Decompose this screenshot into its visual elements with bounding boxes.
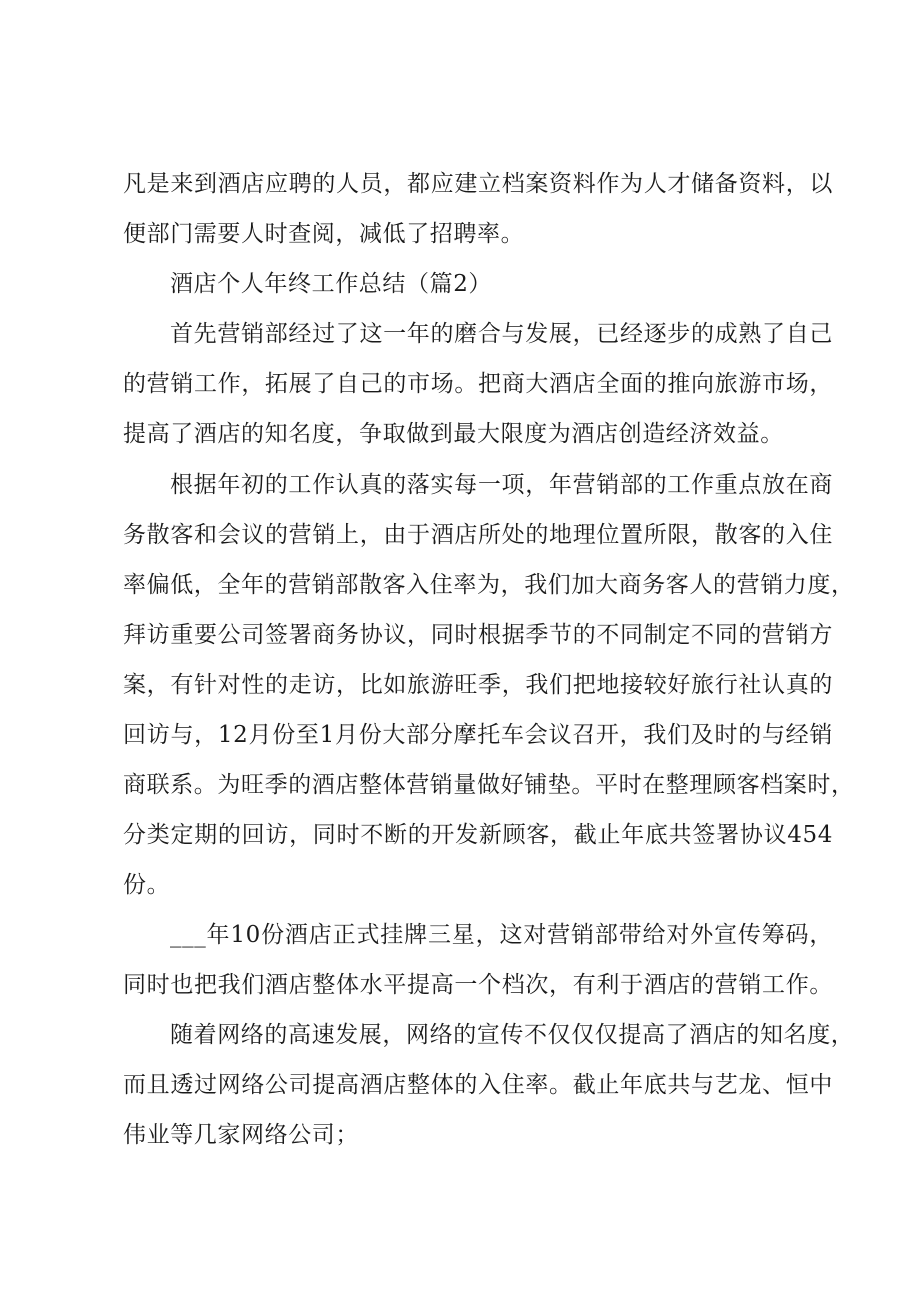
paragraph-3-line-3: 率偏低，全年的营销部散客入住率为，我们加大商务客人的营销力度， — [123, 572, 855, 598]
paragraph-5-line-1: 随着网络的高速发展，网络的宣传不仅仅仅提高了酒店的知名度， — [170, 1022, 855, 1048]
paragraph-4-line-2: 同时也把我们酒店整体水平提高一个档次，有利于酒店的营销工作。 — [123, 972, 833, 998]
paragraph-3-line-5: 案，有针对性的走访，比如旅游旺季，我们把地接较好旅行社认真的 — [123, 672, 833, 698]
paragraph-3-line-9: 份。 — [123, 872, 171, 898]
paragraph-2-line-3: 提高了酒店的知名度，争取做到最大限度为酒店创造经济效益。 — [123, 421, 784, 447]
paragraph-2-line-1: 首先营销部经过了这一年的磨合与发展，已经逐步的成熟了自己 — [170, 321, 833, 347]
paragraph-3-line-1: 根据年初的工作认真的落实每一项，年营销部的工作重点放在商 — [170, 472, 833, 498]
paragraph-1-line-2: 便部门需要人时查阅，减低了招聘率。 — [123, 221, 525, 247]
paragraph-5-line-2: 而且透过网络公司提高酒店整体的入住率。截止年底共与艺龙、恒中 — [123, 1072, 833, 1098]
paragraph-3-line-4: 拜访重要公司签署商务协议，同时根据季节的不同制定不同的营销方 — [123, 622, 833, 648]
paragraph-3-line-7: 商联系。为旺季的酒店整体营销量做好铺垫。平时在整理顾客档案时， — [123, 772, 855, 798]
paragraph-1-line-1: 凡是来到酒店应聘的人员，都应建立档案资料作为人才储备资料，以 — [123, 171, 833, 197]
paragraph-5-line-3: 伟业等几家网络公司； — [123, 1122, 359, 1148]
paragraph-4-line-1: ___年10份酒店正式挂牌三星，这对营销部带给对外宣传筹码， — [170, 922, 833, 948]
paragraph-3-line-2: 务散客和会议的营销上，由于酒店所处的地理位置所限，散客的入住 — [123, 522, 833, 548]
paragraph-2-line-2: 的营销工作，拓展了自己的市场。把商大酒店全面的推向旅游市场， — [123, 371, 833, 397]
paragraph-3-line-8: 分类定期的回访，同时不断的开发新顾客，截止年底共签署协议454 — [123, 822, 833, 848]
paragraph-3-line-6: 回访与，12月份至1月份大部分摩托车会议召开，我们及时的与经销 — [123, 722, 833, 748]
section-heading: 酒店个人年终工作总结（篇2） — [170, 271, 493, 297]
